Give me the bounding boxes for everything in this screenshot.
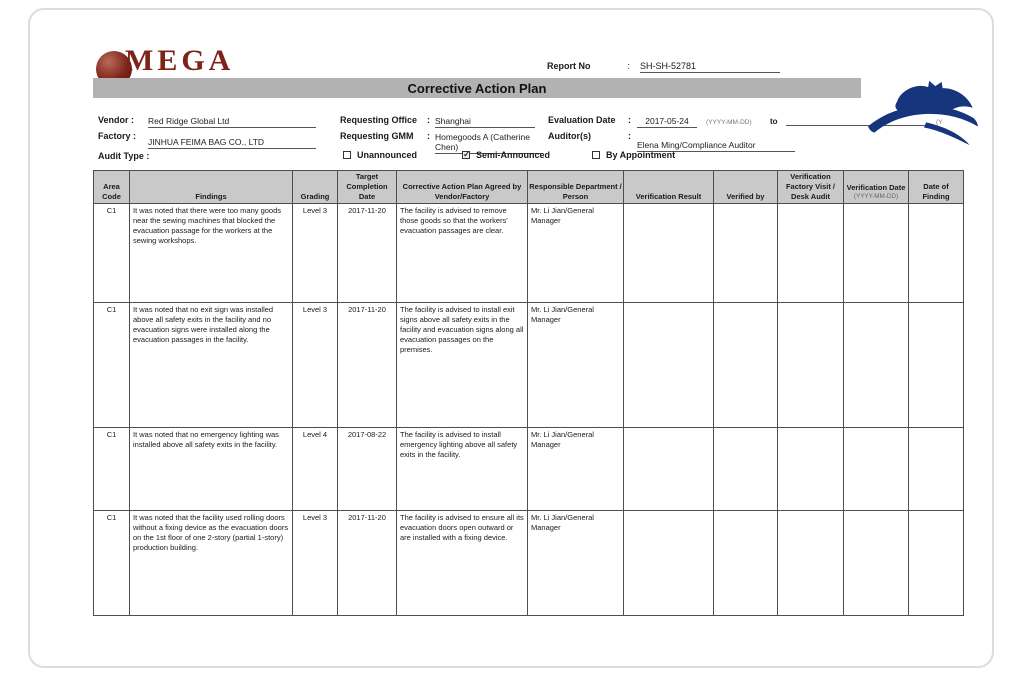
cell-verified-by[interactable] [714,428,778,511]
checkbox-semi-announced[interactable] [462,150,550,160]
cell-date-of-finding[interactable] [909,428,964,511]
requesting-gmm-colon: : [427,131,430,141]
cell-findings: It was noted that no emergency lighting was installed above all safety exits in the facility. [130,428,293,511]
auditors-value: Elena Ming/Compliance Auditor [637,140,795,152]
requesting-gmm-value: Homegoods A (Catherine Chen) [435,132,543,154]
title-bar [93,78,861,98]
report-no-label: Report No [547,61,591,71]
unannounced-checkbox-icon[interactable] [343,151,351,159]
cell-area-code: C1 [94,511,130,616]
cell-findings: It was noted that there were too many goods near the sewing machines that blocked the evacuation passage for the workers at the sewing workshops. [130,204,293,303]
header-findings: Findings [130,171,293,204]
table-row [94,511,964,616]
semi-announced-checkbox-icon[interactable] [462,151,470,159]
report-no-value: SH-SH-52781 [640,61,780,73]
document-page [28,8,994,668]
report-no-field [547,61,780,73]
header-verified-by: Verified by [714,171,778,204]
cell-area-code: C1 [94,303,130,428]
by-appointment-label: By Appointment [606,150,676,160]
header-verification-result: Verification Result [624,171,714,204]
cell-verified-by[interactable] [714,511,778,616]
cell-verification-date[interactable] [844,428,909,511]
cell-responsible: Mr. Li Jian/General Manager [528,511,624,616]
logo-mega-text: MEGA [125,44,235,77]
header-grading: Grading [293,171,338,204]
checkbox-unannounced[interactable] [343,150,417,160]
cell-responsible: Mr. Li Jian/General Manager [528,303,624,428]
vendor-label: Vendor : [98,115,135,125]
evaluation-date-value: 2017-05-24 [637,116,697,128]
vendor-value: Red Ridge Global Ltd [148,116,316,128]
cell-findings: It was noted that the facility used rolling doors without a fixing device as the evacuation doors on the 1st floor of one 2-story (partial 1-story) production building. [130,511,293,616]
table-row [94,428,964,511]
auditors-colon: : [628,131,631,141]
factory-label: Factory : [98,131,137,141]
cell-target-date: 2017-08-22 [338,428,397,511]
cell-action-plan: The facility is advised to install exit signs above all safety exits in the facility and evacuation signs along all evacuation passages on the premises. [397,303,528,428]
cell-date-of-finding[interactable] [909,204,964,303]
cell-verification-visit[interactable] [778,511,844,616]
cell-findings: It was noted that no exit sign was installed above all safety exits in the facility and no evacuation signs were installed along the evacuation passages in the facility. [130,303,293,428]
header-responsible-department: Responsible Department / Person [528,171,624,204]
by-appointment-checkbox-icon[interactable] [592,151,600,159]
header-area-code: Area Code [94,171,130,204]
requesting-gmm-label: Requesting GMM [340,131,414,141]
cell-responsible: Mr. Li Jian/General Manager [528,428,624,511]
header-corrective-action-plan: Corrective Action Plan Agreed by Vendor/Factory [397,171,528,204]
audit-type-label: Audit Type : [98,151,150,161]
cell-area-code: C1 [94,428,130,511]
cell-verification-date[interactable] [844,511,909,616]
to-date-format-hint-truncated: (Y [936,119,943,126]
report-no-colon: : [627,61,631,71]
cell-verified-by[interactable] [714,303,778,428]
to-label: to [770,117,778,126]
cell-verified-by[interactable] [714,204,778,303]
cell-verification-result[interactable] [624,428,714,511]
cell-verification-visit[interactable] [778,303,844,428]
header-target-completion-date: Target Completion Date [338,171,397,204]
table-row [94,303,964,428]
cell-area-code: C1 [94,204,130,303]
unannounced-label: Unannounced [357,150,417,160]
requesting-office-label: Requesting Office [340,115,418,125]
header-verification-date-hint: (YYYY-MM-DD) [853,193,899,201]
cell-date-of-finding[interactable] [909,303,964,428]
cell-verification-result[interactable] [624,511,714,616]
evaluation-date-colon: : [628,115,631,125]
cell-verification-date[interactable] [844,303,909,428]
cell-grading: Level 3 [293,303,338,428]
requesting-office-value: Shanghai [435,116,535,128]
cell-grading: Level 3 [293,204,338,303]
auditors-label: Auditor(s) [548,131,591,141]
requesting-office-colon: : [427,115,430,125]
cell-verification-visit[interactable] [778,428,844,511]
page-title: Corrective Action Plan [407,80,547,96]
cell-verification-result[interactable] [624,303,714,428]
cell-responsible: Mr. Li Jian/General Manager [528,204,624,303]
cell-action-plan: The facility is advised to remove those goods so that the workers' evacuation passages are clear. [397,204,528,303]
cell-verification-result[interactable] [624,204,714,303]
cell-verification-visit[interactable] [778,204,844,303]
cell-grading: Level 4 [293,428,338,511]
table-header-row [94,171,964,204]
header-date-of-finding: Date of Finding [909,171,964,204]
cell-target-date: 2017-11-20 [338,204,397,303]
leaping-horse-logo-icon [866,78,982,148]
evaluation-date-format-hint: (YYYY-MM-DD) [706,119,752,126]
checkbox-by-appointment[interactable] [592,150,675,160]
header-verification-date-text: Verification Date [846,183,906,193]
table-row [94,204,964,303]
cell-action-plan: The facility is advised to ensure all its evacuation doors open outward or are installed with a fixing device. [397,511,528,616]
header-verification-date [844,171,909,204]
corrective-action-table [93,170,964,616]
cell-target-date: 2017-11-20 [338,511,397,616]
factory-value: JINHUA FEIMA BAG CO., LTD [148,137,316,149]
cell-grading: Level 3 [293,511,338,616]
cell-target-date: 2017-11-20 [338,303,397,428]
header-verification-factory-visit: Verification Factory Visit / Desk Audit [778,171,844,204]
evaluation-date-label: Evaluation Date [548,115,616,125]
semi-announced-label: Semi-Announced [476,150,551,160]
cell-action-plan: The facility is advised to install emergency lighting above all safety exits in the facility. [397,428,528,511]
cell-date-of-finding[interactable] [909,511,964,616]
cell-verification-date[interactable] [844,204,909,303]
